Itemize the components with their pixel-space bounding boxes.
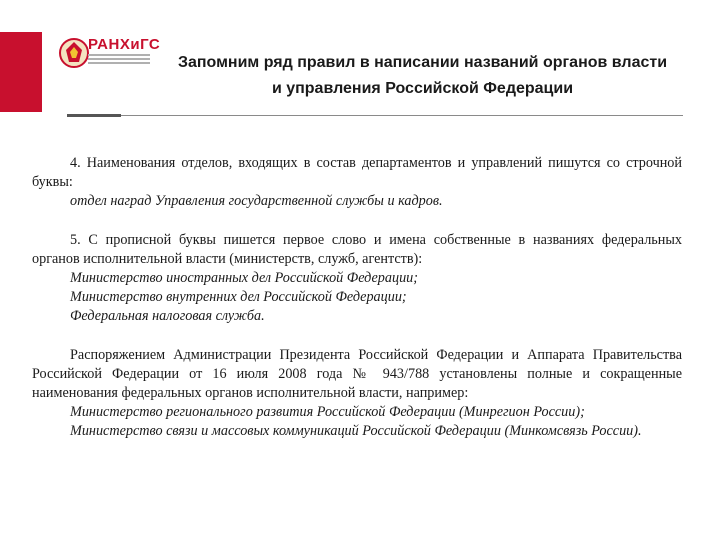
logo-text: РАНХиГС (88, 36, 161, 53)
decree-example: Министерство регионального развития Российской Федерации (Минрегион России); (70, 404, 585, 420)
page-title (150, 50, 695, 102)
logo-subtitle-lines (88, 54, 150, 66)
main-content (32, 154, 682, 441)
rule-4-text: 4. Наименования отделов, входящих в состав департаментов и управлений пишутся со строчной буквы: (32, 155, 682, 190)
rule-5-example: Министерство иностранных дел Российской Федерации; (70, 270, 418, 286)
header-divider (67, 115, 683, 116)
red-accent-bar (0, 32, 42, 112)
title-line-1: Запомним ряд правил в написании названий органов власти (177, 54, 668, 71)
decree-text: Распоряжением Администрации Президента Российской Федерации и Аппарата Правительства Российской Федерации от 16 июля 2008 года № 943/788 установлены полные и сокращенные наименования федеральных органов исполнительной власти, например: (32, 347, 682, 401)
rule-5-example: Министерство внутренних дел Российской Федерации; (70, 289, 407, 305)
decree-example: Министерство связи и массовых коммуникаций Российской Федерации (Минкомсвязь России). (70, 423, 642, 439)
rule-4-example: отдел наград Управления государственной службы и кадров. (70, 193, 443, 209)
rule-5-text: 5. С прописной буквы пишется первое слово и имена собственные в названиях федеральных органов исполнительной власти (министерств, служб, агентств): (32, 232, 682, 267)
rule-5-example: Федеральная налоговая служба. (70, 308, 265, 324)
header-divider-accent (67, 114, 121, 117)
title-line-2: и управления Российской Федерации (271, 80, 574, 97)
